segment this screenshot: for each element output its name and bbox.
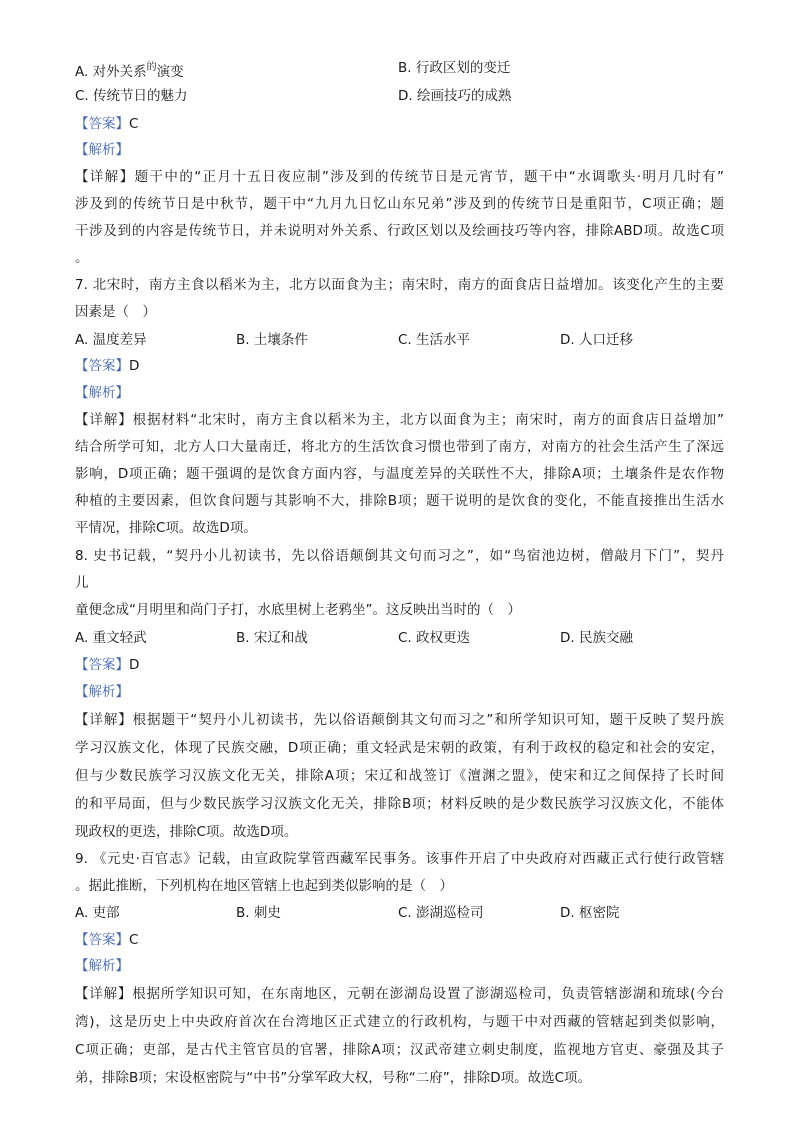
q8-detail-line-1 (75, 710, 724, 730)
q7-detail-line-5: 平情况，排除C项。故选D项。 (75, 520, 257, 536)
q7-stem-line-1: 7. 北宋时，南方主食以稻米为主，北方以面食为主；南宋时，南方的面食店日益增加。该变化产生的主要 (75, 277, 724, 293)
q6-analysis-label: 【解析】 (75, 142, 129, 158)
q8-detail-line-2: 学习汉族文化，体现了民族交融，D项正确；重文轻武是宋朝的政策，有利于政权的稳定和社会的安定， (75, 740, 724, 756)
q8-detail-line-3: 但与少数民族学习汉族文化无关，排除A项；宋辽和战签订《澶渊之盟》，使宋和辽之间保持了长时间 (75, 768, 724, 784)
q9-detail-line-1 (75, 984, 724, 1004)
q9-stem-line-1: 9. 《元史·百官志》记载，由宣政院掌管西藏军民事务。该事件开启了中央政府对西藏正式行使行政管辖 (75, 851, 724, 867)
q8-detail-label: 【详解】 (75, 712, 133, 728)
q8-detail-line-4: 的和平局面，但与少数民族学习汉族文化无关，排除B项；材料反映的是少数民族学习汉族文化，不能体 (75, 796, 724, 812)
q6-answer-label: 【答案】 (75, 116, 129, 132)
q7-option-b: B. 土壤条件 (236, 332, 308, 348)
q6-option-a-text: A. 对外关系 (75, 64, 147, 80)
q8-detail-line-5: 现政权的更迭，排除C项。故选D项。 (75, 824, 298, 840)
q7-detail-label: 【详解】 (75, 412, 133, 428)
q9-detail-line-2: 湾)，这是历史上中央政府首次在台湾地区正式建立的行政机构，与题干中对西藏的管辖起到类似影响， (75, 1014, 724, 1030)
q6-option-c: C. 传统节日的魅力 (75, 88, 188, 104)
q8-stem-line-2: 儿 (75, 575, 89, 591)
q6-option-a (75, 58, 184, 82)
q9-detail-label: 【详解】 (75, 986, 133, 1002)
q6-detail-label: 【详解】 (75, 169, 135, 185)
q9-answer-value: C (129, 932, 139, 948)
q6-detail-text-1: 题干中的“正月十五日夜应制”涉及到的传统节日是元宵节，题干中“水调歌头·明月几时有” (134, 169, 724, 185)
q9-option-d: D. 枢密院 (560, 905, 620, 921)
q7-detail-line-4: 种植的主要因素，但饮食问题与其影响不大，排除B项；题干说明的是饮食的变化，不能直接推出生活水 (75, 493, 724, 509)
q7-stem-line-2: 因素是（ ） (75, 304, 156, 320)
q7-option-d: D. 人口迁移 (560, 332, 633, 348)
q7-analysis-label: 【解析】 (75, 385, 129, 401)
q8-answer (75, 655, 724, 675)
q7-answer (75, 356, 724, 376)
q9-detail-text-1: 根据所学知识可知，在东南地区，元朝在澎湖岛设置了澎湖巡检司，负责管辖澎湖和琉球(今台 (132, 986, 725, 1002)
q7-answer-value: D (129, 358, 140, 374)
q6-detail-line-3: 干涉及到的内容是传统节日，并未说明对外关系、行政区划以及绘画技巧等内容，排除ABD项。故选C项 (75, 223, 724, 239)
q6-detail-line-4: 。 (75, 250, 89, 266)
q9-option-a: A. 吏部 (75, 905, 120, 921)
q7-detail-line-3: 影响，D项正确；题干强调的是饮食方面内容，与温度差异的关联性不大，排除A项；土壤条件是农作物 (75, 466, 724, 482)
q8-detail-text-1: 根据题干“契丹小儿初读书，先以俗语颠倒其文句而习之”和所学知识可知，题干反映了契丹族 (132, 712, 724, 728)
q9-detail-line-3: C项正确；吏部，是古代主管官员的官署，排除A项；汉武帝建立刺史制度，监视地方官吏、豪强及其子 (75, 1042, 724, 1058)
q8-option-b: B. 宋辽和战 (236, 630, 308, 646)
q9-detail-line-4: 弟，排除B项；宋设枢密院与“中书”分掌军政大权，号称“二府”，排除D项。故选C项。 (75, 1070, 592, 1086)
q9-stem-line-2: 。据此推断，下列机构在地区管辖上也起到类似影响的是（ ） (75, 878, 453, 894)
q8-answer-label: 【答案】 (75, 657, 129, 673)
q9-analysis-label: 【解析】 (75, 958, 129, 974)
q6-option-b: B. 行政区划的变迁 (398, 60, 511, 76)
q6-detail-line-2: 涉及到的传统节日是中秋节，题干中“九月九日忆山东兄弟”涉及到的传统节日是重阳节，C项正确；题 (75, 196, 724, 212)
q8-option-a: A. 重文轻武 (75, 630, 147, 646)
q6-option-a-tail: 演变 (156, 64, 184, 80)
q7-option-c: C. 生活水平 (398, 332, 471, 348)
q6-detail-line-1 (75, 167, 724, 187)
q6-answer (75, 114, 724, 134)
q8-stem-line-3: 童便念成“月明里和尚门子打，水底里树上老鸦坐”。这反映出当时的（ ） (75, 602, 521, 618)
q7-detail-line-2: 结合所学可知，北方人口大量南迁，将北方的生活饮食习惯也带到了南方，对南方的社会生活产生了深远 (75, 439, 724, 455)
q8-option-c: C. 政权更迭 (398, 630, 471, 646)
q9-option-b: B. 刺史 (236, 905, 281, 921)
q8-stem-line-1: 8. 史书记载，“契丹小儿初读书，先以俗语颠倒其文句而习之”，如“鸟宿池边树，僧敲月下门”，契丹 (75, 548, 724, 564)
q7-detail-line-1 (75, 410, 724, 430)
q8-option-d: D. 民族交融 (560, 630, 633, 646)
q7-answer-label: 【答案】 (75, 358, 129, 374)
q8-answer-value: D (129, 657, 140, 673)
q7-option-a: A. 温度差异 (75, 332, 147, 348)
q9-answer-label: 【答案】 (75, 932, 129, 948)
q6-option-d: D. 绘画技巧的成熟 (398, 88, 512, 104)
q8-analysis-label: 【解析】 (75, 684, 129, 700)
q6-answer-value: C (129, 116, 139, 132)
q9-answer (75, 930, 724, 950)
q6-option-a-sup: 的 (146, 62, 157, 73)
q7-detail-text-1: 根据材料“北宋时，南方主食以稻米为主，北方以面食为主；南宋时，南方的面食店日益增加” (132, 412, 724, 428)
q9-option-c: C. 澎湖巡检司 (398, 905, 484, 921)
